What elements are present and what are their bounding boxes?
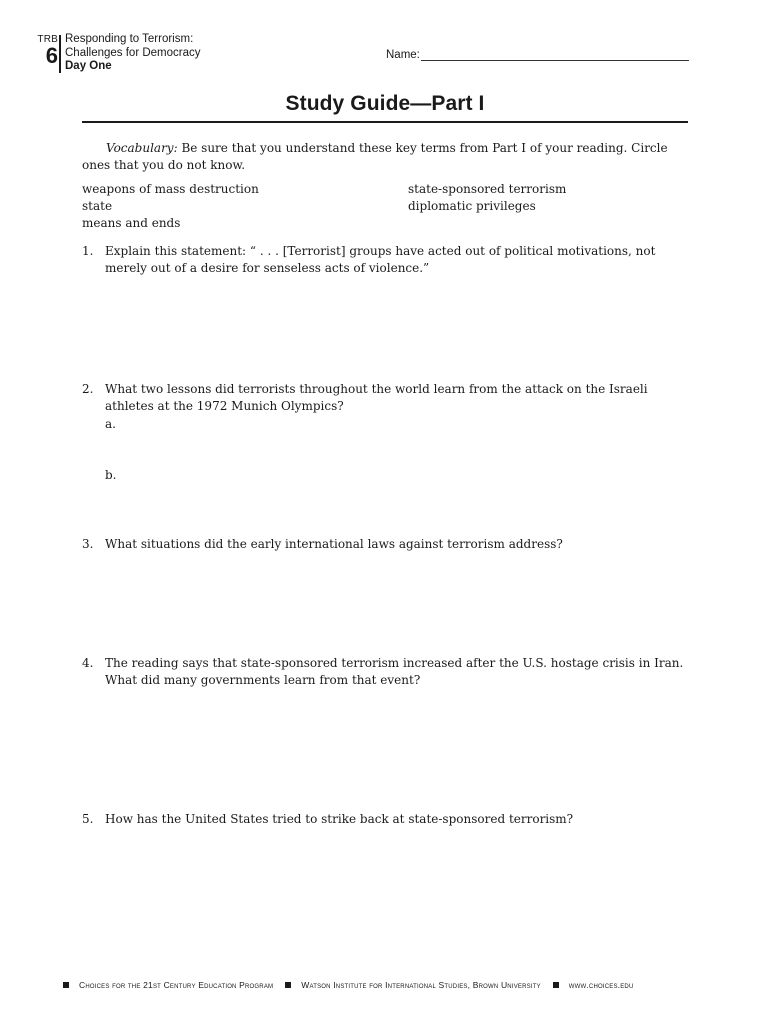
unit-title-line2: Challenges for Democracy (65, 46, 201, 59)
page-footer (63, 980, 713, 990)
question-2 (82, 381, 688, 415)
footer-institute: Watson Institute for International Studies, Brown University (301, 980, 541, 990)
footer-program: Choices for the 21st Century Education Program (79, 980, 274, 990)
question-text: What two lessons did terrorists throughout the world learn from the attack on the Israeli athletes at the 1972 Munich Olympics? (105, 382, 648, 413)
vocabulary-instructions (82, 140, 688, 174)
square-bullet-icon (63, 982, 69, 988)
day-label: Day One (65, 60, 112, 72)
vocabulary-list-right (408, 181, 566, 215)
vocab-term: state-sponsored terrorism (408, 182, 567, 196)
vocabulary-label: Vocabulary: (106, 141, 178, 155)
question-text: Explain this statement: “ . . . [Terrorist] groups have acted out of political motivations, not merely out of a desire for senseless acts of violence.” (105, 244, 656, 275)
trb-number: 6 (45, 43, 58, 68)
question-number: 1. (82, 244, 94, 258)
unit-title-line1: Responding to Terrorism: (65, 33, 194, 45)
question-number: 4. (82, 656, 94, 670)
vocab-term: means and ends (82, 216, 181, 230)
unit-title (65, 33, 201, 74)
title-rule (82, 121, 688, 123)
question-3 (82, 536, 688, 553)
question-5 (82, 811, 688, 828)
question-number: 3. (82, 537, 94, 551)
answer-label-a: a. (105, 417, 116, 431)
vocabulary-instructions-text: Be sure that you understand these key terms from Part I of your reading. Circle ones that you do not know. (82, 141, 668, 172)
square-bullet-icon (553, 982, 559, 988)
trb-label: TRB (37, 34, 58, 45)
footer-website: www.choices.edu (568, 980, 634, 990)
question-4 (82, 655, 688, 689)
header-divider (59, 35, 61, 73)
square-bullet-icon (285, 982, 291, 988)
page-title: Study Guide—Part I (285, 92, 485, 115)
name-label: Name: (386, 49, 420, 61)
vocab-term: state (82, 199, 113, 213)
trb-badge (34, 34, 58, 67)
name-line[interactable] (421, 48, 689, 61)
answer-label-b: b. (105, 468, 117, 482)
name-field[interactable] (386, 48, 689, 61)
question-text: How has the United States tried to strike back at state-sponsored terrorism? (105, 812, 574, 826)
question-number: 2. (82, 382, 94, 396)
vocab-term: weapons of mass destruction (82, 182, 259, 196)
vocab-term: diplomatic privileges (408, 199, 536, 213)
vocabulary-list-left (82, 181, 259, 232)
question-1 (82, 243, 688, 277)
question-text: What situations did the early international laws against terrorism address? (105, 537, 563, 551)
question-number: 5. (82, 812, 94, 826)
question-text: The reading says that state-sponsored terrorism increased after the U.S. hostage crisis in Iran. What did many governments learn from that event? (105, 656, 684, 687)
